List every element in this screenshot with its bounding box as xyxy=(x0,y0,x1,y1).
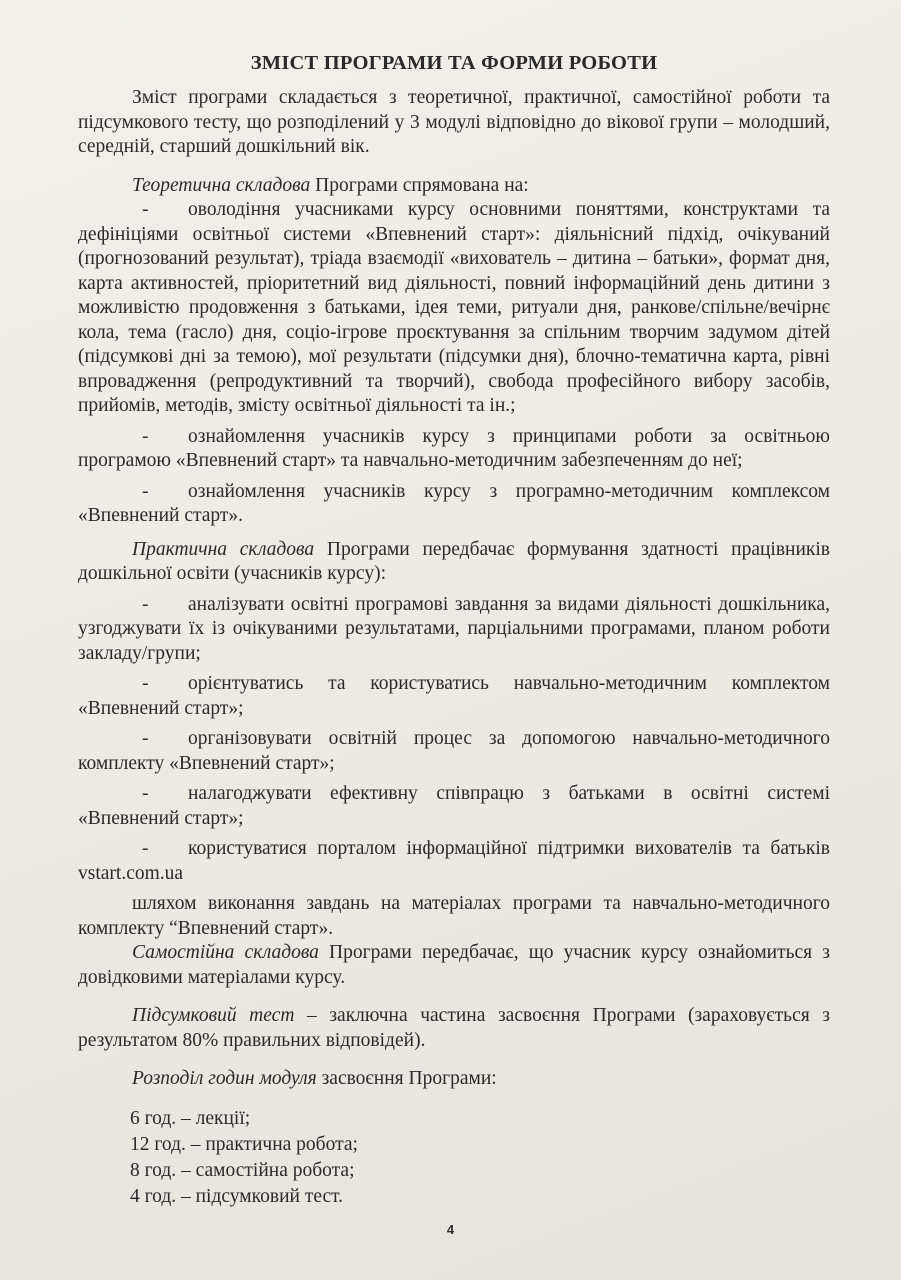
theory-text: Програми спрямована на: xyxy=(310,174,529,196)
theory-label: Теоретична складова xyxy=(132,174,311,196)
theory-item-3: - ознайомлення учасників курсу з програмно-методичним комплексом «Впевнений старт». xyxy=(78,480,830,526)
theory-item-2: - ознайомлення учасників курсу з принципами роботи за освітньою програмою «Впевнений старт» та навчально-методичним забезпеченням до неї; xyxy=(78,425,830,471)
bullet-dash: - xyxy=(142,673,149,694)
practice-item-5: - користуватися порталом інформаційної підтримки вихователів та батьків vstart.com.ua xyxy=(78,838,830,884)
practice-text: Програми передбачає формування здатності працівників дошкільної освіти (учасників курсу): xyxy=(78,538,830,584)
final-test-text: – заключна частина засвоєння Програми (зараховується з результатом 80% правильних відповідей). xyxy=(78,1005,830,1051)
final-test-paragraph xyxy=(78,1004,830,1053)
hours-label: Розподіл годин модуля xyxy=(132,1068,317,1089)
independent-heading xyxy=(78,941,830,990)
bullet-dash: - xyxy=(142,838,149,859)
intro-paragraph: Зміст програми складається з теоретичної, практичної, самостійної роботи та підсумкового тесту, що розподілений у 3 модулі відповідно до вікової групи – молодший, середній, старший дошкільний вік. xyxy=(78,87,830,157)
practice-heading xyxy=(78,538,830,587)
bullet-dash: - xyxy=(142,728,149,749)
hours-heading xyxy=(78,1067,830,1092)
independent-label: Самостійна складова xyxy=(132,942,319,963)
independent-text: Програми передбачає, що учасник курсу ознайомиться з довідковими матеріалами курсу. xyxy=(78,942,830,988)
hours-item-independent: 8 год. – самостійна робота; xyxy=(130,1159,355,1181)
practice-item-3: - організовувати освітній процес за допомогою навчально-методичного комплекту «Впевнений старт»; xyxy=(78,728,830,774)
bullet-dash: - xyxy=(142,425,149,447)
hours-text: засвоєння Програми: xyxy=(316,1068,497,1089)
final-test-label: Підсумковий тест xyxy=(132,1005,295,1026)
practice-item-1: - аналізувати освітні програмові завдання за видами діяльності дошкільника, узгоджувати їх із очікуваними результатами, парціальними програмами, планом роботи закладу/групи; xyxy=(78,593,830,664)
theory-heading xyxy=(78,174,830,199)
hours-item-test: 4 год. – підсумковий тест. xyxy=(130,1185,344,1207)
theory-item-1: - оволодіння учасниками курсу основними поняттями, конструктами та дефініціями освітньої системи «Впевнений старт»: діяльнісний підхід, очікуваний (прогнозований результат), тріада взаємодії «вихователь – дитина – батьки», формат дня, карта активностей, пріоритетний вид діяльності, повний інформаційний день дитини з можливістю продовження з батьками, ідея теми, ритуали дня, ранкове/спільне/вечірнє кола, тема (гасло) дня, соціо-ігрове проєктування за спільним творчим задумом дітей (підсумкові дні за темою), мої результати (підсумки дня), блочно-тематична карта, рівні впровадження (репродуктивний та творчий), свобода професійного вибору засобів, прийомів, методів, змісту освітньої діяльності та ін.; xyxy=(78,199,830,416)
practice-closing: шляхом виконання завдань на матеріалах програми та навчально-методичного комплекту “Впевнений старт». xyxy=(78,893,830,939)
practice-item-2: - орієнтуватись та користуватись навчально-методичним комплектом «Впевнений старт»; xyxy=(78,673,830,719)
bullet-dash: - xyxy=(142,480,149,502)
page-number: 4 xyxy=(446,1222,455,1237)
page-title: ЗМІСТ ПРОГРАМИ ТА ФОРМИ РОБОТИ xyxy=(250,52,658,74)
practice-item-4: - налагоджувати ефективну співпрацю з батьками в освітні системі «Впевнений старт»; xyxy=(78,783,830,829)
practice-label: Практична складова xyxy=(132,538,315,560)
bullet-dash: - xyxy=(142,593,149,615)
hours-item-practice: 12 год. – практична робота; xyxy=(130,1133,358,1155)
hours-list xyxy=(130,1106,830,1210)
hours-item-lectures: 6 год. – лекції; xyxy=(130,1107,251,1129)
document-page xyxy=(78,52,830,1210)
bullet-dash: - xyxy=(142,783,149,804)
bullet-dash: - xyxy=(142,199,149,220)
